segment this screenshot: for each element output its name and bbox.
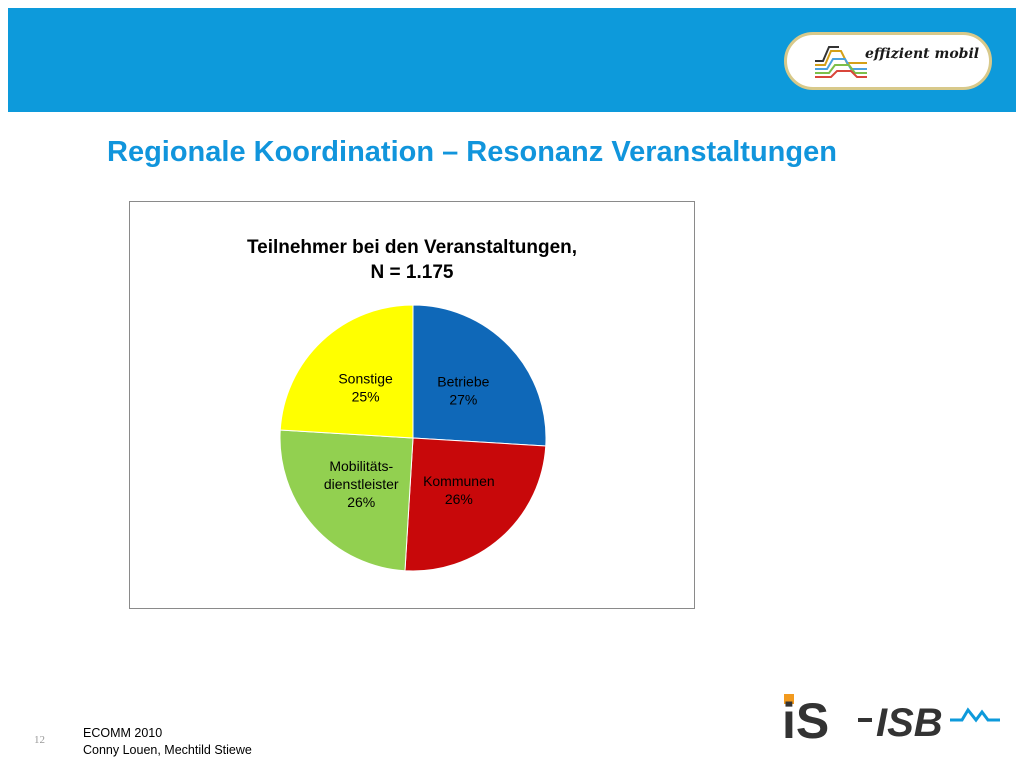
- pie-chart: [130, 202, 696, 610]
- slice-percent: 26%: [347, 493, 376, 510]
- chart-subtitle: N = 1.175: [370, 262, 454, 283]
- slice-category: Kommunen: [423, 472, 495, 489]
- logo-isb-text: ISB: [876, 701, 943, 745]
- slice-category: Betriebe: [437, 373, 490, 390]
- chart-title: Teilnehmer bei den Veranstaltungen,: [246, 237, 578, 258]
- slice-percent: 25%: [351, 388, 380, 405]
- logo-wave: [950, 710, 1000, 720]
- is-isb-logo: [782, 690, 1004, 746]
- slice-percent: 27%: [449, 391, 478, 408]
- page-title: Regionale Koordination – Resonanz Veranstaltungen: [107, 136, 837, 168]
- route-lines-icon: [811, 41, 871, 83]
- chart-frame: [129, 201, 695, 609]
- slice-category: Mobilitäts-: [329, 457, 394, 474]
- pie-slice: [405, 438, 546, 571]
- slice-category: Sonstige: [338, 370, 393, 387]
- logo-text: effizient mobil: [865, 46, 980, 62]
- footer-authors: Conny Louen, Mechtild Stiewe: [83, 743, 252, 757]
- footer-event: ECOMM 2010: [83, 726, 163, 740]
- logo-is-text: iS: [782, 693, 830, 746]
- slice-category: dienstleister: [323, 475, 399, 492]
- logo-dash: [858, 718, 872, 722]
- slice-percent: 26%: [444, 490, 473, 507]
- effizient-mobil-logo: [784, 32, 992, 90]
- page-number: 12: [34, 734, 45, 746]
